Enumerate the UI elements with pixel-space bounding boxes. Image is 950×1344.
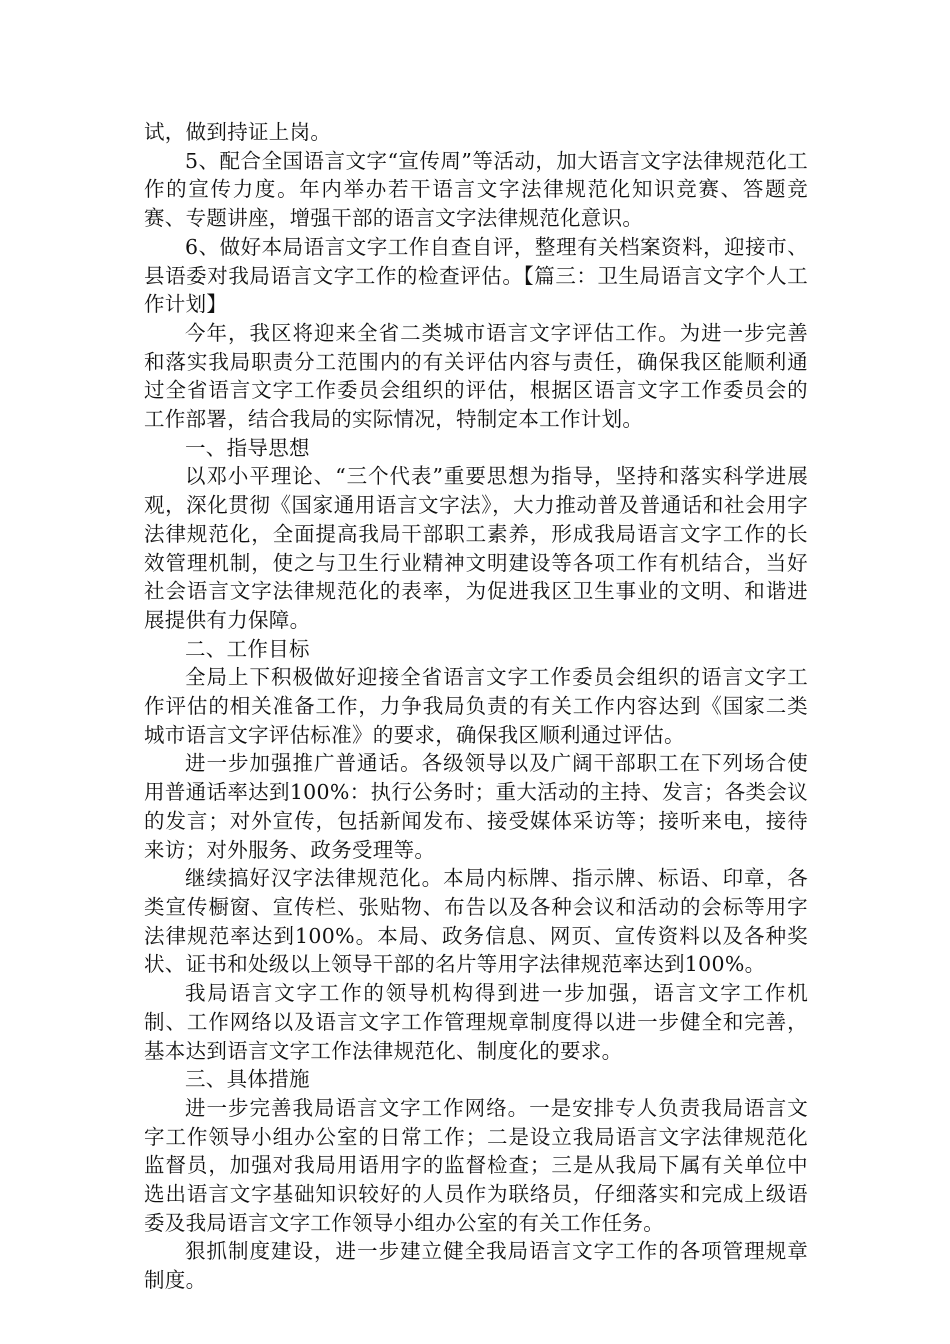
- paragraph-goal-evaluation: 全局上下积极做好迎接全省语言文字工作委员会组织的语言文字工作评估的相关准备工作，力争我局负责的有关工作内容达到《国家二类城市语言文字评估标准》的要求，确保我区顺利通过评估。: [144, 665, 808, 747]
- paragraph-goal-leadership: 我局语言文字工作的领导机构得到进一步加强，语言文字工作机制、工作网络以及语言文字工作管理规章制度得以进一步健全和完善，基本达到语言文字工作法律规范化、制度化的要求。: [144, 981, 808, 1063]
- paragraph-continuation: 试，做到持证上岗。: [144, 120, 332, 144]
- paragraph-guiding-thought: 以邓小平理论、“三个代表”重要思想为指导，坚持和落实科学进展观，深化贯彻《国家通用语言文字法》，大力推动普及普通话和社会用字法律规范化，全面提高我局干部职工素养，形成我局语言文字工作的长效管理机制，使之与卫生行业精神文明建设等各项工作有机结合，当好社会语言文字法律规范化的表率，为促进我区卫生事业的文明、和谐进展提供有力保障。: [144, 464, 808, 632]
- section-heading-measures: 三、具体措施: [185, 1067, 310, 1092]
- paragraph-goal-mandarin: 进一步加强推广普通话。各级领导以及广阔干部职工在下列场合使用普通话率达到100%：执行公务时；重大活动的主持、发言；各类会议的发言；对外宣传，包括新闻发布、接受媒体采访等；接听来电，接待来访；对外服务、政务受理等。: [144, 751, 808, 862]
- paragraph-item-6: 6、做好本局语言文字工作自查自评，整理有关档案资料，迎接市、县语委对我局语言文字工作的检查评估。【篇三：卫生局语言文字个人工作计划】: [144, 234, 808, 317]
- document-page: [144, 118, 808, 1295]
- section-heading-work-goals: 二、工作目标: [185, 636, 310, 661]
- paragraph-goal-characters: 继续搞好汉字法律规范化。本局内标牌、指示牌、标语、印章，各类宣传橱窗、宣传栏、张贴物、布告以及各种会议和活动的会标等用字法律规范率达到100%。本局、政务信息、网页、宣传资料以及各种奖状、证书和处级以上领导干部的名片等用字法律规范率达到100%。: [144, 866, 808, 977]
- paragraph-measure-network: 进一步完善我局语言文字工作网络。一是安排专人负责我局语言文字工作领导小组办公室的日常工作；二是设立我局语言文字法律规范化监督员，加强对我局用语用字的监督检查；三是从我局下属有关单位中选出语言文字基础知识较好的人员作为联络员，仔细落实和完成上级语委及我局语言文字工作领导小组办公室的有关工作任务。: [144, 1095, 808, 1235]
- section-heading-guiding-thought: 一、指导思想: [185, 435, 310, 460]
- paragraph-item-5: 5、配合全国语言文字“宣传周”等活动，加大语言文字法律规范化工作的宣传力度。年内举办若干语言文字法律规范化知识竞赛、答题竞赛、专题讲座，增强干部的语言文字法律规范化意识。: [144, 148, 808, 231]
- paragraph-intro: 今年，我区将迎来全省二类城市语言文字评估工作。为进一步完善和落实我局职责分工范围内的有关评估内容与责任，确保我区能顺利通过全省语言文字工作委员会组织的评估，根据区语言文字工作委员会的工作部署，结合我局的实际情况，特制定本工作计划。: [144, 320, 808, 432]
- paragraph-measure-system: 狠抓制度建设，进一步建立健全我局语言文字工作的各项管理规章制度。: [144, 1239, 808, 1293]
